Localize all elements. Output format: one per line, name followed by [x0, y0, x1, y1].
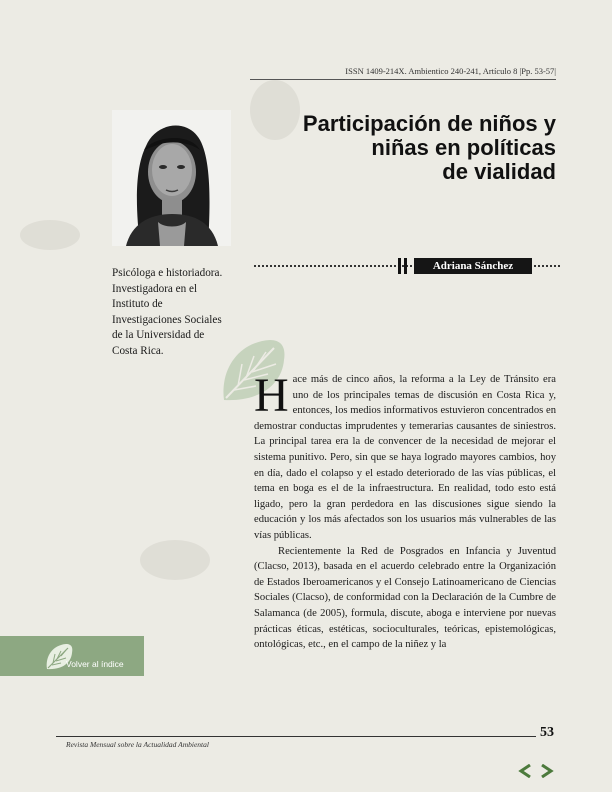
chevron-right-icon[interactable]: [538, 764, 554, 778]
background-texture: [20, 220, 80, 250]
dropcap: H: [254, 369, 289, 422]
author-name: Adriana Sánchez: [414, 258, 532, 274]
journal-name: Revista Mensual sobre la Actualidad Ambiental: [66, 740, 209, 749]
chevron-left-icon[interactable]: [518, 764, 534, 778]
article-title: Participación de niños y niñas en políticas de vialidad: [302, 111, 556, 184]
background-texture: [140, 540, 210, 580]
back-to-index-button[interactable]: [0, 636, 144, 676]
paragraph: [254, 369, 556, 544]
back-to-index-label: Volver al índice: [66, 659, 124, 669]
header-divider: [250, 79, 556, 80]
article-body: [254, 369, 556, 653]
page-number: 53: [540, 725, 554, 740]
paragraph-text: ace más de cinco años, la reforma a la Ley de Tránsito era uno de los principales temas de discusión en Costa Rica y, entonces, los medios informativos estuvieron concentrados en demostrar conductas imprudentes y temerarias causantes de siniestros. La principal tarea era la de convencer de la necesidad de mejorar el sistema punitivo. Pero, sin que se haya logrado mayores cambios, hoy en día, dado el colapso y el estado deteriorado de las vías públicas, el tema en boga es el de la infraestructura. En realidad, todo esto está ligado, pero la gran perdedora en las discusiones sigue siendo la educación y los más afectados son los usuarios más vulnerables de las vías públicas.: [254, 374, 556, 541]
author-photo: [112, 110, 231, 246]
author-bio: Psicóloga e historiadora. Investigadora en el Instituto de Investigaciones Sociales de la Universidad de Costa Rica.: [112, 267, 223, 357]
footer-divider: [56, 736, 536, 737]
author-marker: [398, 258, 408, 274]
issn-line: ISSN 1409-214X. Ambientico 240-241, Artículo 8 |Pp. 53-57|: [345, 66, 556, 76]
paragraph: Recientemente la Red de Posgrados en Infancia y Juventud (Clacso, 2013), basada en el acuerdo celebrado entre la Organización de Estados Iberoamericanos y el Consejo Latinoamericano de Ciencias Sociales (Clacso), de conformidad con la Declaración de la Cumbre de Salamanca (de 2005), formula, discute, aboga e interviene por nuevas prácticas éticas, estéticas, socioculturales, teóricas, epistemológicas, ontológicas, etc., en el campo de la niñez y la: [254, 545, 556, 651]
